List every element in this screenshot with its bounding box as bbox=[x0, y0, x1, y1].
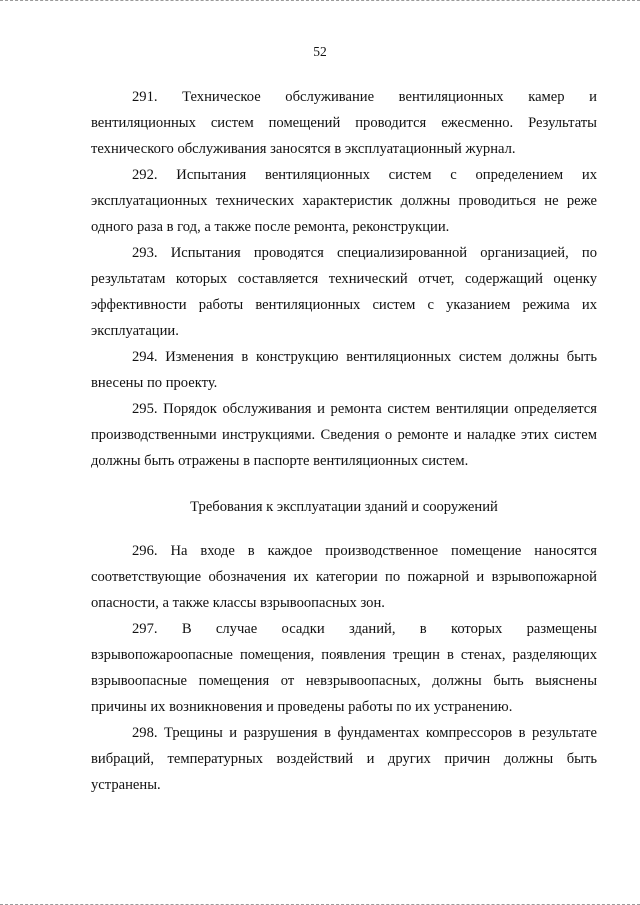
section-heading: Требования к эксплуатации зданий и сооружений bbox=[190, 499, 498, 515]
paragraph-294: 294. Изменения в конструкцию вентиляционных систем должны быть внесены по проекту. bbox=[91, 349, 597, 391]
page-number: 52 bbox=[313, 44, 327, 59]
paragraph-291: 291. Техническое обслуживание вентиляционных камер и вентиляционных систем помещений проводится ежесменно. Результаты технического обслуживания заносятся в эксплуатационный журнал. bbox=[91, 89, 597, 157]
document-body bbox=[91, 84, 597, 798]
paragraph-296: 296. На входе в каждое производственное помещение наносятся соответствующие обозначения их категории по пожарной и взрывопожарной опасности, а также классы взрывоопасных зон. bbox=[91, 543, 597, 611]
paragraph-298: 298. Трещины и разрушения в фундаментах компрессоров в результате вибраций, температурных воздействий и других причин должны быть устранены. bbox=[91, 725, 597, 793]
paragraph-293: 293. Испытания проводятся специализированной организацией, по результатам которых составляется технический отчет, содержащий оценку эффективности работы вентиляционных систем с указанием режима их эксплуатации. bbox=[91, 245, 597, 339]
scan-edge-top bbox=[0, 0, 640, 3]
paragraph-292: 292. Испытания вентиляционных систем с определением их эксплуатационных технических характеристик должны проводиться не реже одного раза в год, а также после ремонта, реконструкции. bbox=[91, 167, 597, 235]
paragraph-295: 295. Порядок обслуживания и ремонта систем вентиляции определяется производственными инструкциями. Сведения о ремонте и наладке этих систем должны быть отражены в паспорте вентиляционных систем. bbox=[91, 401, 597, 469]
paragraph-297: 297. В случае осадки зданий, в которых размещены взрывопожароопасные помещения, появления трещин в стенах, разделяющих взрывоопасные помещения от невзрывоопасных, должны быть выяснены причины их возникновения и проведены работы по их устранению. bbox=[91, 621, 597, 715]
